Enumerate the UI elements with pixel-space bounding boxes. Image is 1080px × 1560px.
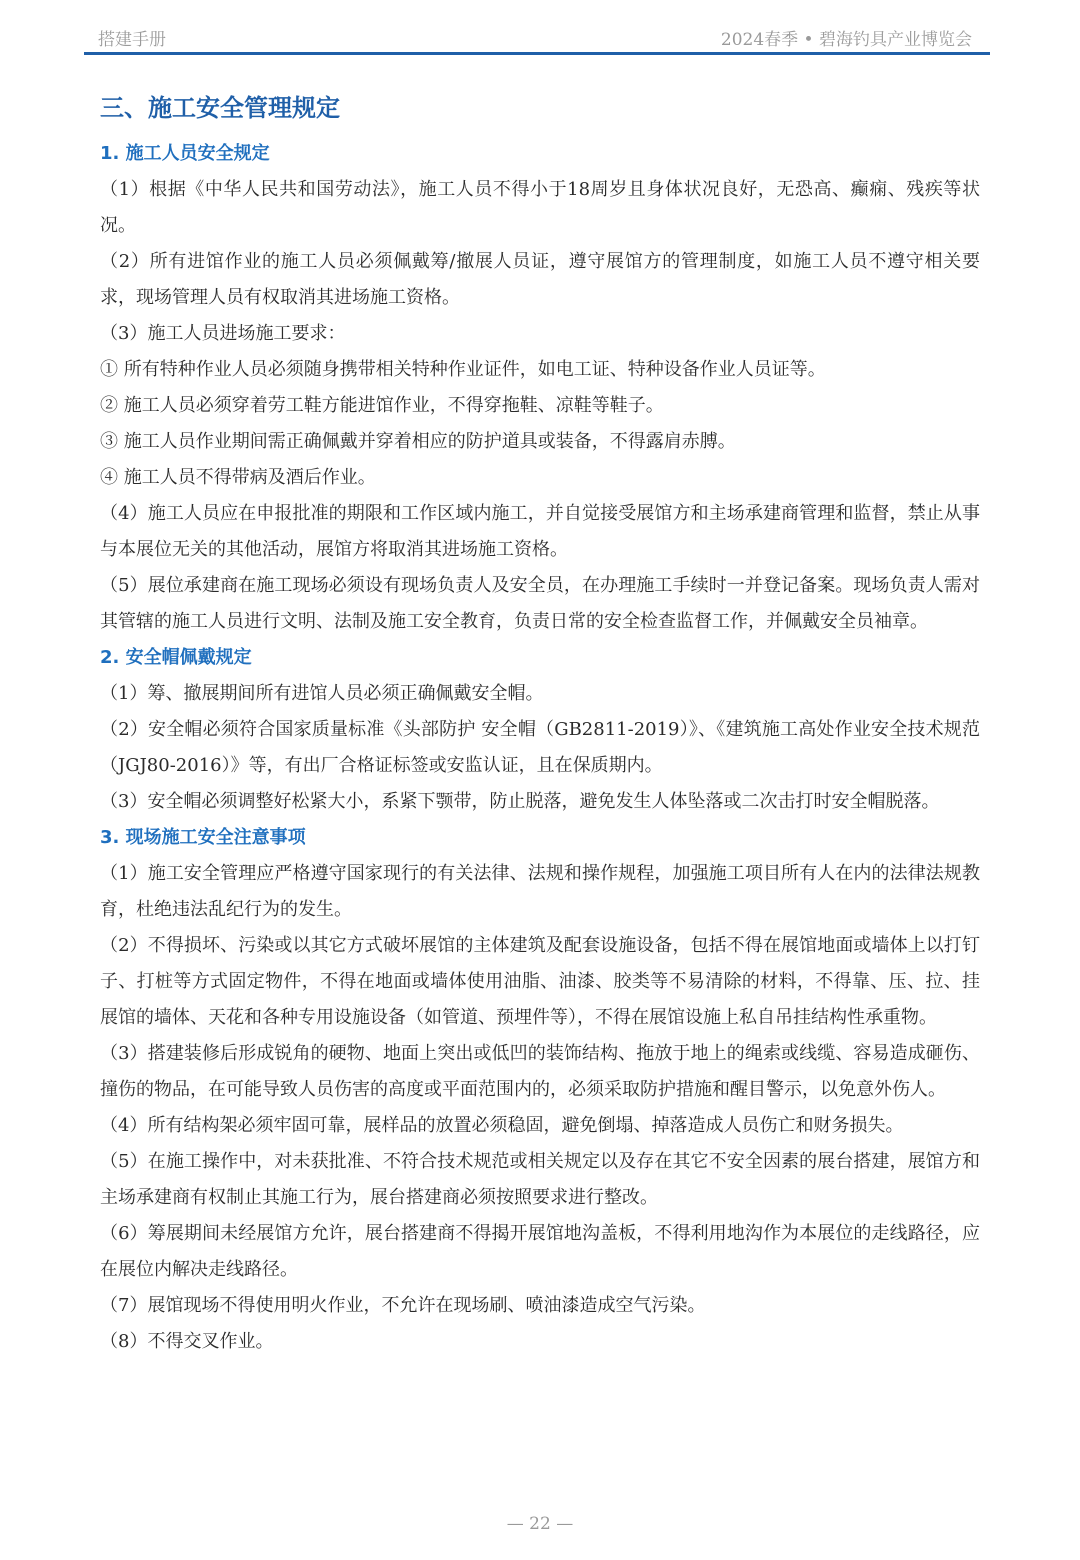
paragraph: （1）筹、撤展期间所有进馆人员必须正确佩戴安全帽。 — [100, 683, 544, 704]
paragraph: （2）所有进馆作业的施工人员必须佩戴筹/撤展人员证，遵守展馆方的管理制度，如施工人员不遵守相关要求，现场管理人员有权取消其进场施工资格。 — [100, 251, 980, 308]
paragraph: （2）不得损坏、污染或以其它方式破坏展馆的主体建筑及配套设施设备，包括不得在展馆地面或墙体上以打钉子、打桩等方式固定物件，不得在地面或墙体使用油脂、油漆、胶类等不易清除的材料，不得靠、压、拉、挂展馆的墙体、天花和各种专用设施设备（如管道、预埋件等），不得在展馆设施上私自吊挂结构性承重物。 — [100, 935, 980, 1028]
header-manual-title: 搭建手册 — [98, 30, 166, 50]
header-divider — [84, 52, 990, 55]
subsection-site-safety — [100, 820, 980, 1360]
paragraph: （7）展馆现场不得使用明火作业，不允许在现场刷、喷油漆造成空气污染。 — [100, 1295, 706, 1316]
document-body — [100, 88, 980, 1360]
paragraph: （6）筹展期间未经展馆方允许，展台搭建商不得揭开展馆地沟盖板，不得利用地沟作为本展位的走线路径，应在展位内解决走线路径。 — [100, 1223, 980, 1280]
list-item: ③ 施工人员作业期间需正确佩戴并穿着相应的防护道具或装备，不得露肩赤膊。 — [100, 431, 736, 452]
paragraph: （1）施工安全管理应严格遵守国家现行的有关法律、法规和操作规程，加强施工项目所有人在内的法律法规教育，杜绝违法乱纪行为的发生。 — [100, 863, 980, 920]
paragraph: （3）施工人员进场施工要求： — [100, 323, 346, 344]
paragraph: （3）搭建装修后形成锐角的硬物、地面上突出或低凹的装饰结构、拖放于地上的绳索或线缆、容易造成砸伤、撞伤的物品，在可能导致人员伤害的高度或平面范围内的，必须采取防护措施和醒目警示，以免意外伤人。 — [100, 1043, 980, 1100]
subsection-worker-safety — [100, 136, 980, 640]
paragraph: （5）展位承建商在施工现场必须设有现场负责人及安全员，在办理施工手续时一并登记备案。现场负责人需对其管辖的施工人员进行文明、法制及施工安全教育，负责日常的安全检查监督工作，并佩戴安全员袖章。 — [100, 575, 980, 632]
subsection-heading: 1. 施工人员安全规定 — [100, 143, 270, 164]
paragraph: （4）施工人员应在申报批准的期限和工作区域内施工，并自觉接受展馆方和主场承建商管理和监督，禁止从事与本展位无关的其他活动，展馆方将取消其进场施工资格。 — [100, 503, 980, 560]
list-item: ④ 施工人员不得带病及酒后作业。 — [100, 467, 376, 488]
section-title: 三、施工安全管理规定 — [100, 94, 340, 122]
paragraph: （3）安全帽必须调整好松紧大小，系紧下颚带，防止脱落，避免发生人体坠落或二次击打时安全帽脱落。 — [100, 791, 940, 812]
list-item: ① 所有特种作业人员必须随身携带相关特种作业证件，如电工证、特种设备作业人员证等。 — [100, 359, 826, 380]
list-item: ② 施工人员必须穿着劳工鞋方能进馆作业，不得穿拖鞋、凉鞋等鞋子。 — [100, 395, 664, 416]
paragraph: （4）所有结构架必须牢固可靠，展样品的放置必须稳固，避免倒塌、掉落造成人员伤亡和财务损失。 — [100, 1115, 904, 1136]
paragraph: （1）根据《中华人民共和国劳动法》，施工人员不得小于18周岁且身体状况良好，无恐高、癫痫、残疾等状况。 — [100, 179, 980, 236]
paragraph: （8）不得交叉作业。 — [100, 1331, 274, 1352]
subsection-heading: 2. 安全帽佩戴规定 — [100, 647, 252, 668]
page-number: — 22 — — [506, 1514, 574, 1534]
header-event-title: 2024春季 • 碧海钓具产业博览会 — [720, 30, 972, 50]
paragraph: （2）安全帽必须符合国家质量标准《头部防护 安全帽（GB2811-2019）》、《建筑施工高处作业安全技术规范（JGJ80-2016）》等，有出厂合格证标签或安监认证，且在保质期内。 — [100, 719, 980, 776]
page-header — [84, 22, 990, 52]
subsection-heading: 3. 现场施工安全注意事项 — [100, 827, 306, 848]
paragraph: （5）在施工操作中，对未获批准、不符合技术规范或相关规定以及存在其它不安全因素的展台搭建，展馆方和主场承建商有权制止其施工行为，展台搭建商必须按照要求进行整改。 — [100, 1151, 980, 1208]
subsection-helmet-rules — [100, 640, 980, 820]
